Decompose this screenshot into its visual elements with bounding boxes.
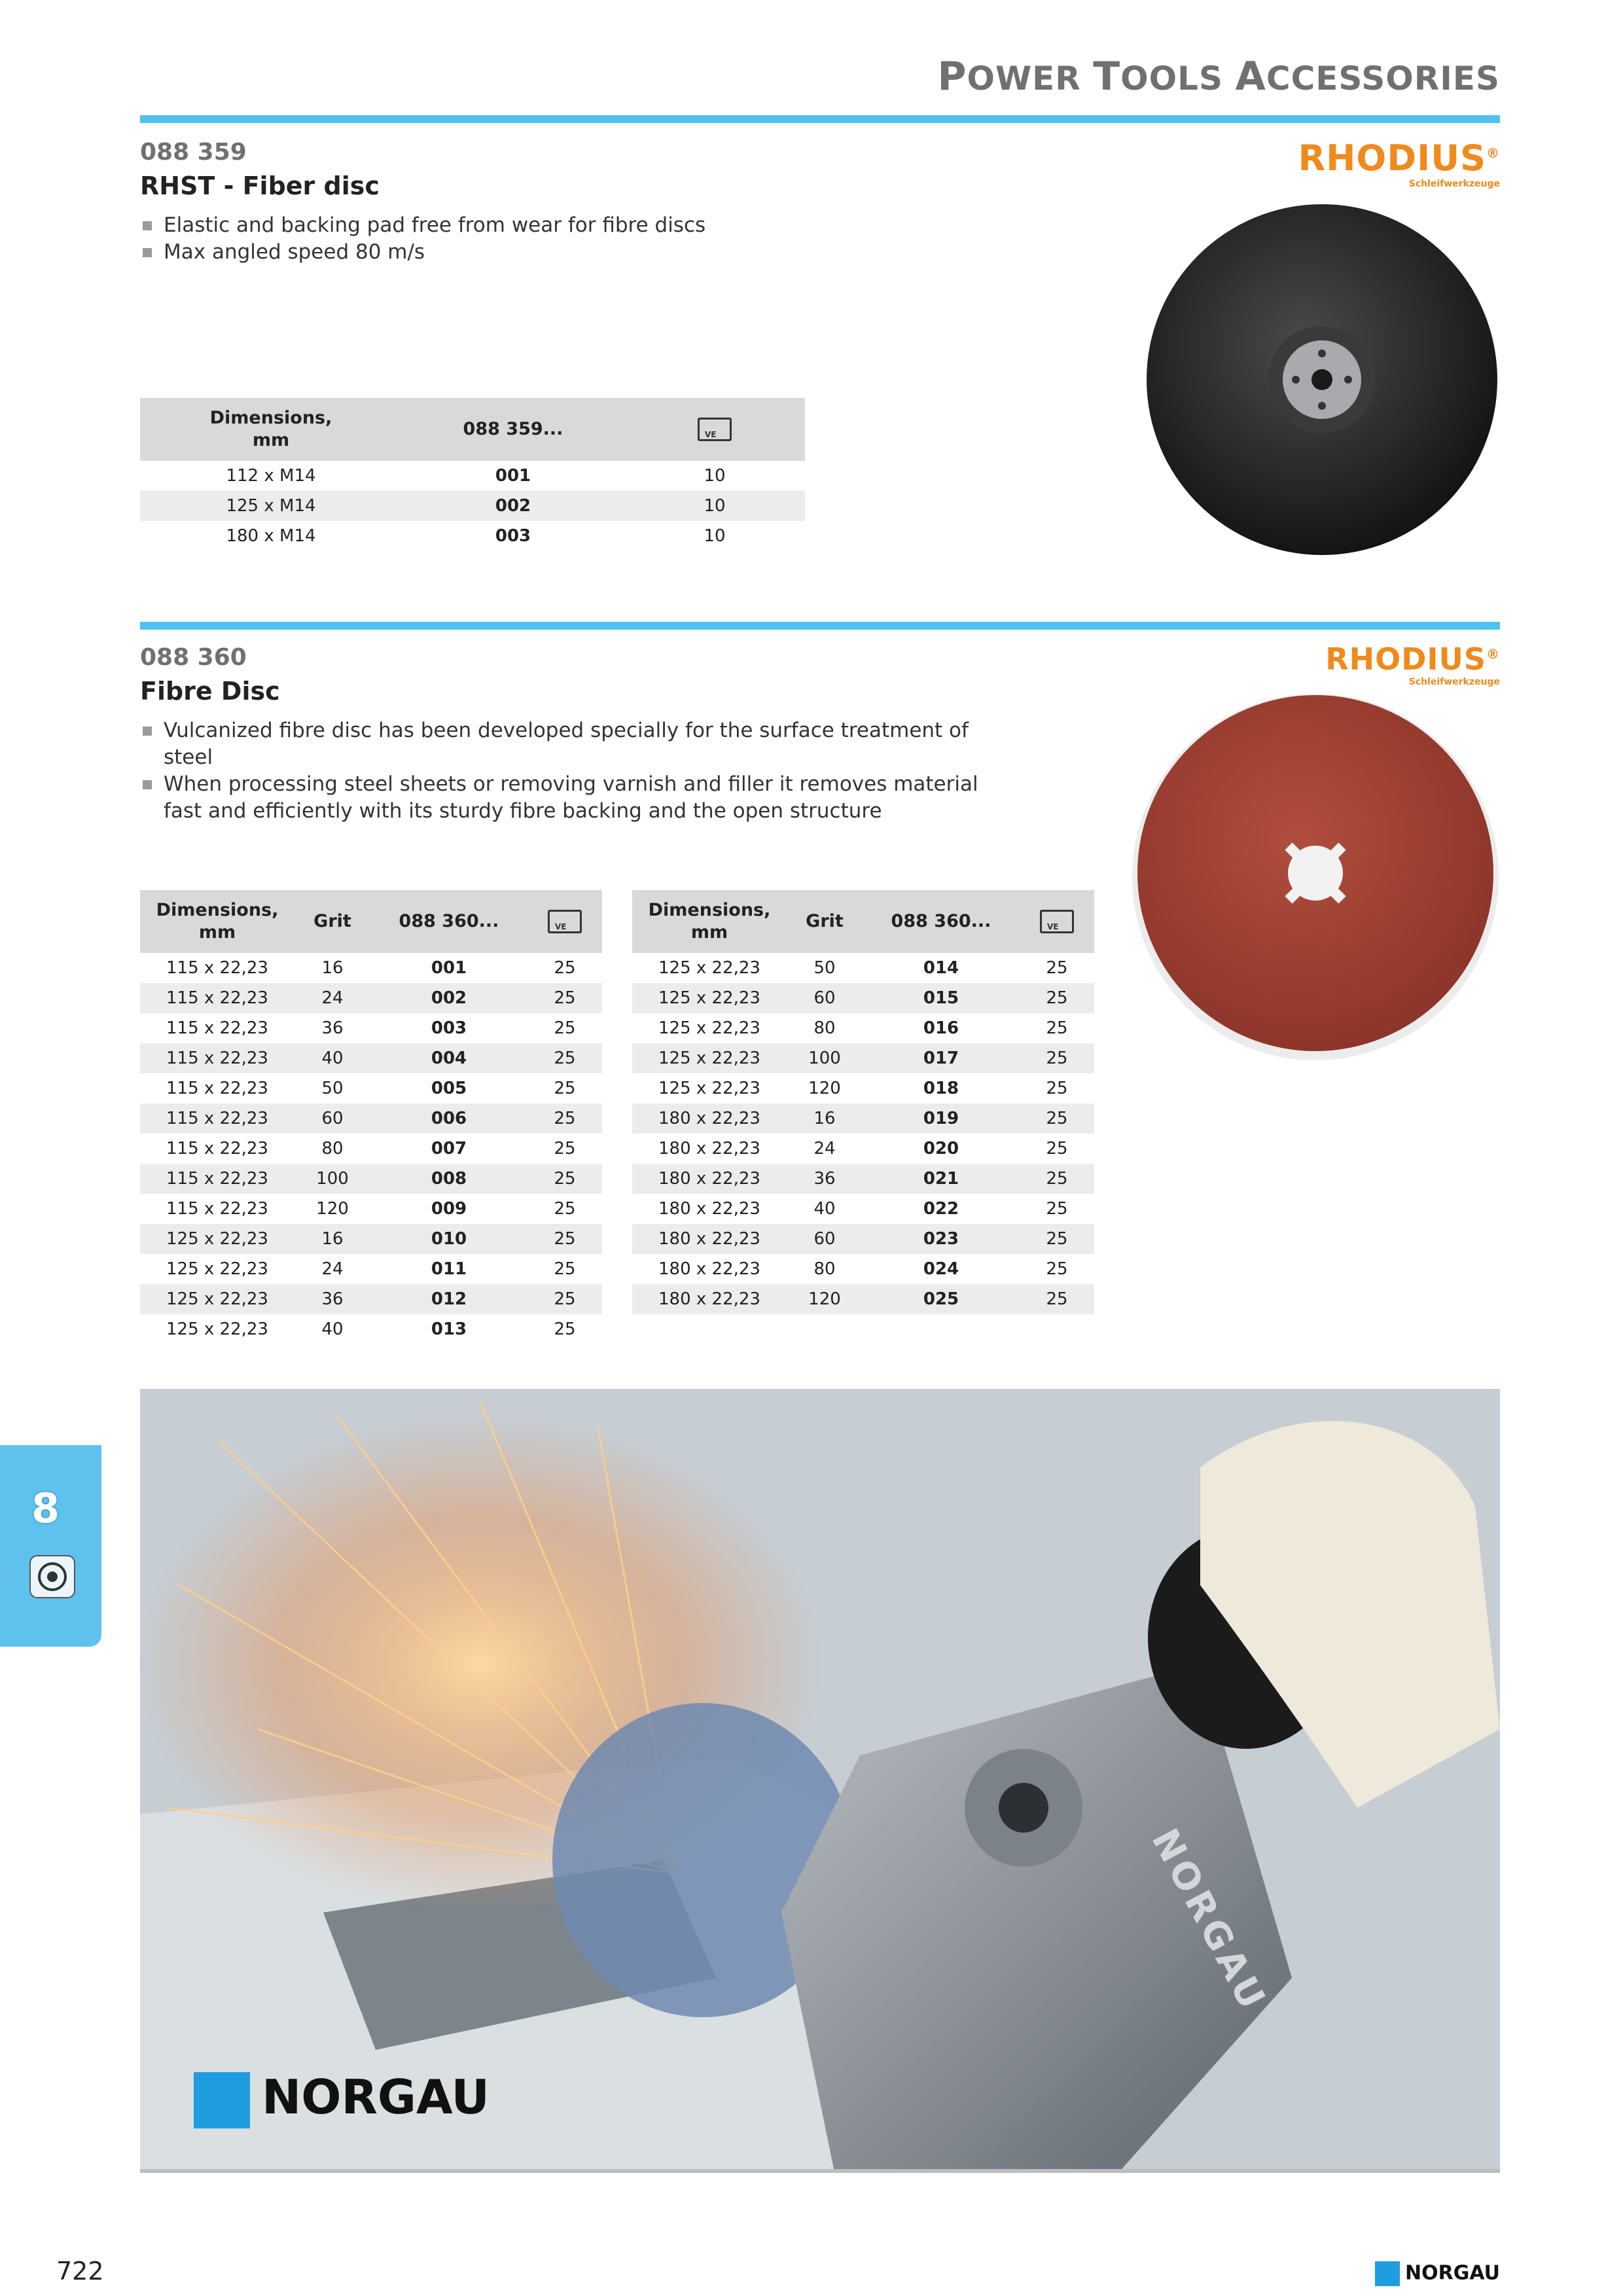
backing-pad-image	[1139, 204, 1505, 571]
table-cell: 014	[923, 958, 959, 978]
table-cell: 120	[316, 1199, 349, 1219]
table-cell: 100	[787, 1043, 863, 1073]
table-row	[632, 1073, 1094, 1103]
table-cell: 009	[431, 1199, 467, 1219]
table-row	[140, 1254, 602, 1284]
table-cell: 007	[431, 1139, 467, 1158]
table-cell: 16	[294, 1224, 370, 1254]
table-cell: 120	[808, 1079, 841, 1098]
product2-table-left	[140, 890, 602, 1344]
table-cell: 25	[527, 1224, 602, 1254]
table-cell: 180 x 22,23	[658, 1259, 760, 1279]
table-row	[632, 1103, 1094, 1134]
table-cell: 40	[321, 1319, 344, 1339]
table-cell: 008	[370, 1164, 527, 1194]
product-title: RHST - Fiber disc	[140, 171, 380, 200]
table-row	[140, 983, 602, 1013]
table-cell: 16	[787, 1103, 863, 1134]
table-row	[632, 1194, 1094, 1224]
table-cell: 115 x 22,23	[166, 1199, 268, 1219]
table-cell: 125 x 22,23	[166, 1259, 268, 1279]
table-cell: 180 x 22,23	[658, 1199, 760, 1219]
table-cell: 125 x 22,23	[140, 1224, 294, 1254]
table-cell: 25	[554, 1018, 576, 1038]
table-cell: 25	[1020, 1043, 1094, 1073]
table-cell: 018	[923, 1079, 959, 1098]
table-cell: 019	[863, 1103, 1020, 1134]
table-row	[632, 1164, 1094, 1194]
section-divider	[140, 622, 1500, 630]
header-ve	[1020, 890, 1094, 953]
table-cell: 120	[787, 1284, 863, 1314]
product-code: 088 359	[140, 139, 247, 166]
table-row	[140, 1314, 602, 1344]
table-row	[140, 461, 805, 491]
header-dimensions: Dimensions, mm	[140, 890, 294, 953]
table-cell: 115 x 22,23	[166, 958, 268, 978]
table-cell: 10	[704, 466, 726, 486]
table-row	[140, 1043, 602, 1073]
table-cell: 180 x 22,23	[632, 1103, 787, 1134]
table-cell: 24	[321, 1259, 344, 1279]
table-cell: 16	[321, 958, 344, 978]
table-cell: 25	[1046, 1018, 1068, 1038]
table-row	[632, 953, 1094, 983]
table-cell: 25	[527, 1043, 602, 1073]
table-cell: 25	[1020, 1164, 1094, 1194]
table-cell: 023	[863, 1224, 1020, 1254]
grinder-illustration	[140, 1389, 1500, 2169]
table-cell: 024	[923, 1259, 959, 1279]
table-cell: 020	[923, 1139, 959, 1158]
product-title: Fibre Disc	[140, 677, 280, 706]
header-grit: Grit	[294, 890, 370, 953]
table-cell: 25	[1020, 983, 1094, 1013]
table-cell: 112 x M14	[226, 466, 316, 486]
page-number: 722	[56, 2257, 104, 2286]
table-cell: 60	[787, 983, 863, 1013]
table-cell: 115 x 22,23	[140, 1103, 294, 1134]
table-cell: 40	[294, 1043, 370, 1073]
table-cell: 001	[495, 466, 531, 486]
table-cell: 36	[294, 1284, 370, 1314]
table-cell: 006	[370, 1103, 527, 1134]
table-cell: 115 x 22,23	[140, 1164, 294, 1194]
feature-item: Elastic and backing pad free from wear for fibre discs	[143, 212, 1059, 239]
table-row	[632, 1043, 1094, 1073]
table-cell: 25	[554, 958, 576, 978]
table-cell: 40	[813, 1199, 836, 1219]
table-cell: 25	[554, 1079, 576, 1098]
table-cell: 115 x 22,23	[166, 1018, 268, 1038]
table-cell: 180 x 22,23	[632, 1224, 787, 1254]
table-cell: 115 x 22,23	[166, 1139, 268, 1158]
feature-list	[143, 717, 993, 825]
norgau-square-icon	[1375, 2261, 1400, 2286]
header-article: 088 359...	[402, 398, 624, 461]
norgau-square-icon	[194, 2072, 250, 2128]
table-row	[632, 1254, 1094, 1284]
table-cell: 10	[704, 526, 726, 546]
table-cell: 36	[321, 1018, 344, 1038]
table-cell: 015	[863, 983, 1020, 1013]
header-grit: Grit	[787, 890, 863, 953]
table-cell: 25	[527, 1284, 602, 1314]
table-cell: 125 x M14	[140, 491, 402, 521]
grinder-photo	[140, 1389, 1500, 2173]
feature-item: Vulcanized fibre disc has been developed specially for the surface treatment of steel	[143, 717, 993, 771]
table-row	[140, 1284, 602, 1314]
table-cell: 80	[813, 1259, 836, 1279]
disc-icon	[29, 1555, 75, 1598]
table-row	[632, 1134, 1094, 1164]
table-cell: 005	[431, 1079, 467, 1098]
section-title: POWER TOOLS ACCESSORIES	[937, 54, 1500, 99]
table-cell: 125 x 22,23	[658, 958, 760, 978]
table-cell: 125 x 22,23	[658, 1018, 760, 1038]
table-cell: 25	[1046, 1199, 1068, 1219]
header-dimensions: Dimensions, mm	[140, 398, 402, 461]
table-cell: 10	[624, 491, 805, 521]
table-cell: 25	[1020, 1284, 1094, 1314]
table-row	[140, 1013, 602, 1043]
table-row	[140, 1194, 602, 1224]
table-cell: 002	[370, 983, 527, 1013]
header-ve	[527, 890, 602, 953]
table-row	[632, 1013, 1094, 1043]
table-cell: 125 x 22,23	[166, 1319, 268, 1339]
rhodius-logo: RHODIUS® Schleifwerkzeuge	[1325, 641, 1500, 687]
table-row	[140, 491, 805, 521]
table-cell: 80	[321, 1139, 344, 1158]
product1-table	[140, 398, 805, 551]
header-article: 088 360...	[863, 890, 1020, 953]
table-cell: 24	[813, 1139, 836, 1158]
rhodius-logo: RHODIUS® Schleifwerkzeuge	[1298, 137, 1500, 189]
table-cell: 180 x 22,23	[632, 1164, 787, 1194]
table-cell: 60	[294, 1103, 370, 1134]
table-cell: 010	[370, 1224, 527, 1254]
package-unit-icon	[1040, 910, 1074, 933]
table-row	[632, 1224, 1094, 1254]
table-cell: 003	[431, 1018, 467, 1038]
header-article: 088 360...	[370, 890, 527, 953]
table-row	[140, 1103, 602, 1134]
table-cell: 25	[1046, 958, 1068, 978]
table-cell: 36	[787, 1164, 863, 1194]
table-cell: 115 x 22,23	[140, 1043, 294, 1073]
table-cell: 60	[787, 1224, 863, 1254]
feature-item: When processing steel sheets or removing varnish and filler it removes material fast and efficiently with its sturdy fibre backing and the open structure	[143, 771, 993, 825]
table-cell: 125 x 22,23	[632, 1043, 787, 1073]
table-cell: 022	[923, 1199, 959, 1219]
table-cell: 025	[863, 1284, 1020, 1314]
table-cell: 25	[1046, 1259, 1068, 1279]
section-divider	[140, 115, 1500, 123]
table-cell: 011	[431, 1259, 467, 1279]
table-cell: 125 x 22,23	[632, 983, 787, 1013]
table-cell: 25	[527, 983, 602, 1013]
table-row	[140, 521, 805, 551]
table-row	[140, 1224, 602, 1254]
table-cell: 180 x 22,23	[658, 1139, 760, 1158]
feature-list	[143, 212, 1059, 266]
table-cell: 25	[554, 1199, 576, 1219]
package-unit-icon	[698, 418, 732, 441]
table-row	[140, 1073, 602, 1103]
chapter-tab[interactable]	[0, 1445, 101, 1647]
product-code: 088 360	[140, 644, 247, 671]
table-cell: 25	[1046, 1079, 1068, 1098]
table-cell: 50	[813, 958, 836, 978]
table-cell: 180 x 22,23	[632, 1284, 787, 1314]
table-cell: 25	[1046, 1139, 1068, 1158]
table-cell: 80	[813, 1018, 836, 1038]
table-cell: 004	[370, 1043, 527, 1073]
table-cell: 25	[1020, 1224, 1094, 1254]
table-cell: 003	[495, 526, 531, 546]
table-row	[140, 1134, 602, 1164]
table-row	[140, 1164, 602, 1194]
table-cell: 180 x M14	[226, 526, 316, 546]
table-row	[140, 953, 602, 983]
product2-table-right	[632, 890, 1094, 1314]
table-cell: 001	[431, 958, 467, 978]
table-cell: 017	[863, 1043, 1020, 1073]
table-cell: 125 x 22,23	[658, 1079, 760, 1098]
table-cell: 125 x 22,23	[140, 1284, 294, 1314]
package-unit-icon	[548, 910, 582, 933]
table-cell: 24	[294, 983, 370, 1013]
norgau-logo: NORGAU	[194, 2070, 490, 2128]
table-cell: 100	[294, 1164, 370, 1194]
table-cell: 115 x 22,23	[140, 983, 294, 1013]
table-cell: 012	[370, 1284, 527, 1314]
table-cell: 25	[554, 1139, 576, 1158]
header-dimensions: Dimensions, mm	[632, 890, 787, 953]
table-cell: 25	[554, 1259, 576, 1279]
table-row	[632, 983, 1094, 1013]
table-cell: 021	[863, 1164, 1020, 1194]
table-cell: 016	[923, 1018, 959, 1038]
fibre-disc-image	[1132, 694, 1499, 1060]
table-cell: 115 x 22,23	[166, 1079, 268, 1098]
header-ve	[624, 398, 805, 461]
table-cell: 25	[1020, 1103, 1094, 1134]
table-cell: 50	[321, 1079, 344, 1098]
table-cell: 002	[402, 491, 624, 521]
table-cell: 013	[431, 1319, 467, 1339]
tool-brand-label: NORGAU	[1143, 1821, 1275, 2020]
footer-logo: NORGAU	[1375, 2261, 1500, 2286]
table-cell: 25	[554, 1319, 576, 1339]
table-row	[632, 1284, 1094, 1314]
chapter-number: 8	[31, 1484, 60, 1532]
feature-item: Max angled speed 80 m/s	[143, 239, 1059, 266]
table-cell: 25	[527, 1164, 602, 1194]
table-cell: 25	[527, 1103, 602, 1134]
